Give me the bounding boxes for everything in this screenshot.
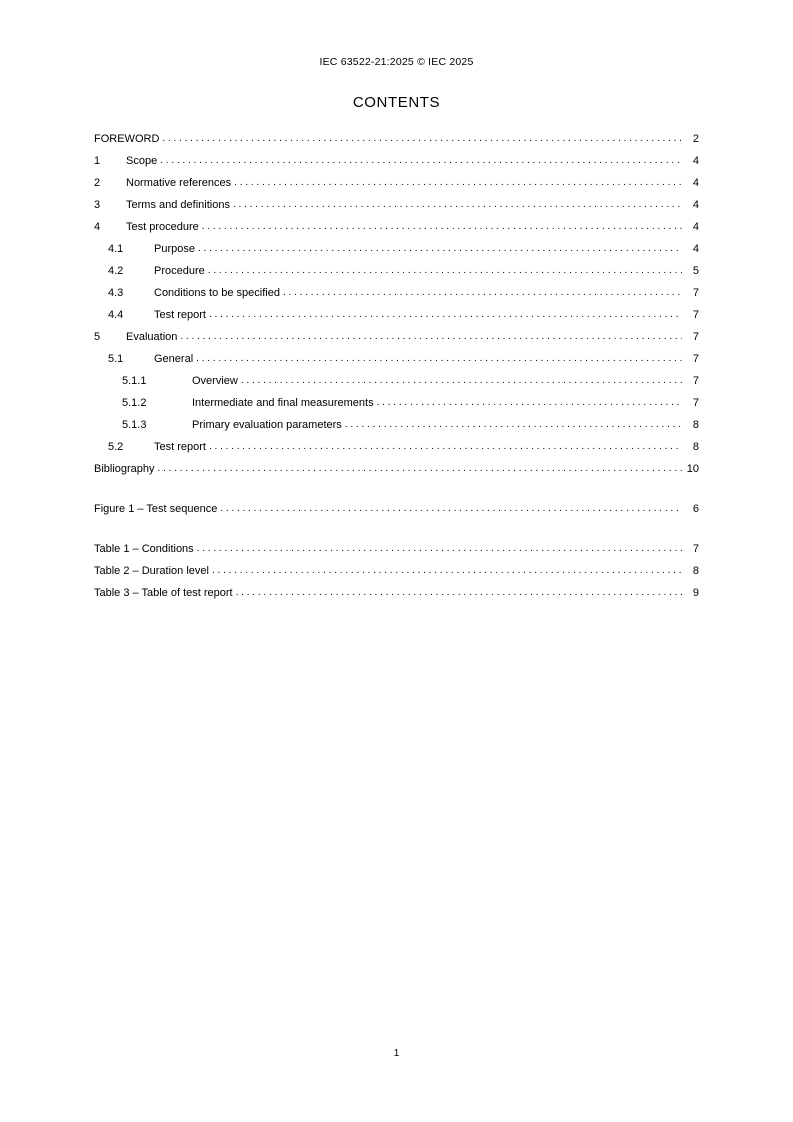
toc-entry[interactable] — [94, 454, 699, 476]
toc-entry[interactable] — [94, 146, 699, 168]
toc-entry-label: Test report — [154, 309, 206, 321]
toc-entry-page: 8 — [692, 565, 699, 577]
toc-entry-label: Evaluation — [126, 331, 178, 343]
toc-leader-dots — [377, 395, 682, 410]
toc-entry-label: Procedure — [154, 265, 205, 277]
toc-entry-page: 8 — [692, 419, 699, 431]
toc-leader-dots — [212, 563, 682, 578]
toc-entry[interactable] — [94, 556, 699, 578]
toc-entry[interactable] — [94, 168, 699, 190]
toc-leader-dots — [198, 241, 682, 256]
toc-entry-page: 4 — [692, 221, 699, 233]
toc-entry-page: 6 — [692, 503, 699, 515]
toc-entry-number: 4.4 — [108, 309, 124, 321]
toc-entry-page: 2 — [692, 133, 699, 145]
toc-entry-label: Terms and definitions — [126, 199, 230, 211]
toc-entry-page: 4 — [692, 155, 699, 167]
toc-entry-number: 2 — [94, 177, 101, 189]
toc-leader-dots — [202, 219, 682, 234]
toc-entry-label: Table 1 – Conditions — [94, 543, 194, 555]
toc-entry-page: 7 — [692, 397, 699, 409]
toc-entry-label: Normative references — [126, 177, 232, 189]
toc-entry-page: 7 — [692, 353, 699, 365]
toc-entry-label: Purpose — [154, 243, 195, 255]
toc-leader-dots — [208, 263, 682, 278]
toc-entry-label: Table 2 – Duration level — [94, 565, 209, 577]
toc-leader-dots — [241, 373, 682, 388]
toc-entry-page: 7 — [692, 309, 699, 321]
toc-leader-dots — [162, 131, 682, 146]
toc-entry-label: Scope — [126, 155, 158, 167]
toc-entry-page: 7 — [692, 331, 699, 343]
toc-leader-dots — [220, 501, 682, 516]
toc-entry-page: 4 — [692, 243, 699, 255]
toc-entry-label: Table 3 – Table of test report — [94, 587, 233, 599]
toc-entry[interactable] — [94, 534, 699, 556]
toc-entry-label: Intermediate and final measurements — [192, 397, 374, 409]
toc-entry-page: 5 — [692, 265, 699, 277]
toc-entry[interactable] — [94, 278, 699, 300]
toc-entry[interactable] — [94, 322, 699, 344]
toc-leader-dots — [236, 585, 682, 600]
toc-entry-number: 5 — [94, 331, 101, 343]
toc-entry-number: 5.1.2 — [122, 397, 147, 409]
page-title: CONTENTS — [352, 94, 441, 111]
toc-leader-dots — [158, 461, 682, 476]
toc-entry-label: General — [154, 353, 194, 365]
toc-entry-label: Test report — [154, 441, 206, 453]
toc-leader-dots — [160, 153, 682, 168]
toc-entry-label: Figure 1 – Test sequence — [94, 503, 218, 515]
toc-entry[interactable] — [94, 344, 699, 366]
page-header: IEC 63522-21:2025 © IEC 2025 — [319, 56, 474, 68]
toc-entry[interactable] — [94, 432, 699, 454]
toc-leader-dots — [234, 175, 682, 190]
toc-leader-dots — [209, 307, 682, 322]
toc-entry[interactable] — [94, 410, 699, 432]
toc-entry[interactable] — [94, 388, 699, 410]
toc-leader-dots — [345, 417, 682, 432]
toc-entry-number: 5.1.3 — [122, 419, 147, 431]
toc-leader-dots — [180, 329, 682, 344]
toc-leader-dots — [283, 285, 682, 300]
toc-entry-page: 7 — [692, 287, 699, 299]
toc-entry-label: Overview — [192, 375, 238, 387]
toc-entry[interactable] — [94, 124, 699, 146]
toc-leader-dots — [209, 439, 682, 454]
toc-entry-label: Conditions to be specified — [154, 287, 280, 299]
toc-entry-label: Primary evaluation parameters — [192, 419, 342, 431]
toc-entry[interactable] — [94, 578, 699, 600]
toc-entry-number: 5.2 — [108, 441, 124, 453]
toc-entry-number: 5.1 — [108, 353, 124, 365]
toc-entry-number: 5.1.1 — [122, 375, 147, 387]
toc-entry[interactable] — [94, 366, 699, 388]
toc-entry[interactable] — [94, 494, 699, 516]
toc-entry-number: 1 — [94, 155, 101, 167]
toc-entry-number: 4.2 — [108, 265, 124, 277]
toc-entry-page: 7 — [692, 543, 699, 555]
toc-entry-number: 4 — [94, 221, 101, 233]
toc-entry-page: 10 — [686, 463, 699, 475]
toc-entry-page: 4 — [692, 199, 699, 211]
toc-entry[interactable] — [94, 190, 699, 212]
toc-entry-page: 8 — [692, 441, 699, 453]
toc-leader-dots — [233, 197, 682, 212]
toc-entry-page: 4 — [692, 177, 699, 189]
toc-entry-page: 7 — [692, 375, 699, 387]
toc-entry[interactable] — [94, 256, 699, 278]
toc-entry[interactable] — [94, 212, 699, 234]
table-of-contents — [94, 124, 699, 600]
toc-entry-label: Test procedure — [126, 221, 199, 233]
toc-entry[interactable] — [94, 234, 699, 256]
toc-leader-dots — [197, 541, 682, 556]
toc-leader-dots — [196, 351, 682, 366]
toc-entry-number: 3 — [94, 199, 101, 211]
toc-entry-label: FOREWORD — [94, 133, 160, 145]
toc-entry-number: 4.1 — [108, 243, 124, 255]
toc-entry[interactable] — [94, 300, 699, 322]
page-number: 1 — [393, 1048, 400, 1059]
toc-entry-label: Bibliography — [94, 463, 155, 475]
toc-entry-page: 9 — [692, 587, 699, 599]
toc-entry-number: 4.3 — [108, 287, 124, 299]
